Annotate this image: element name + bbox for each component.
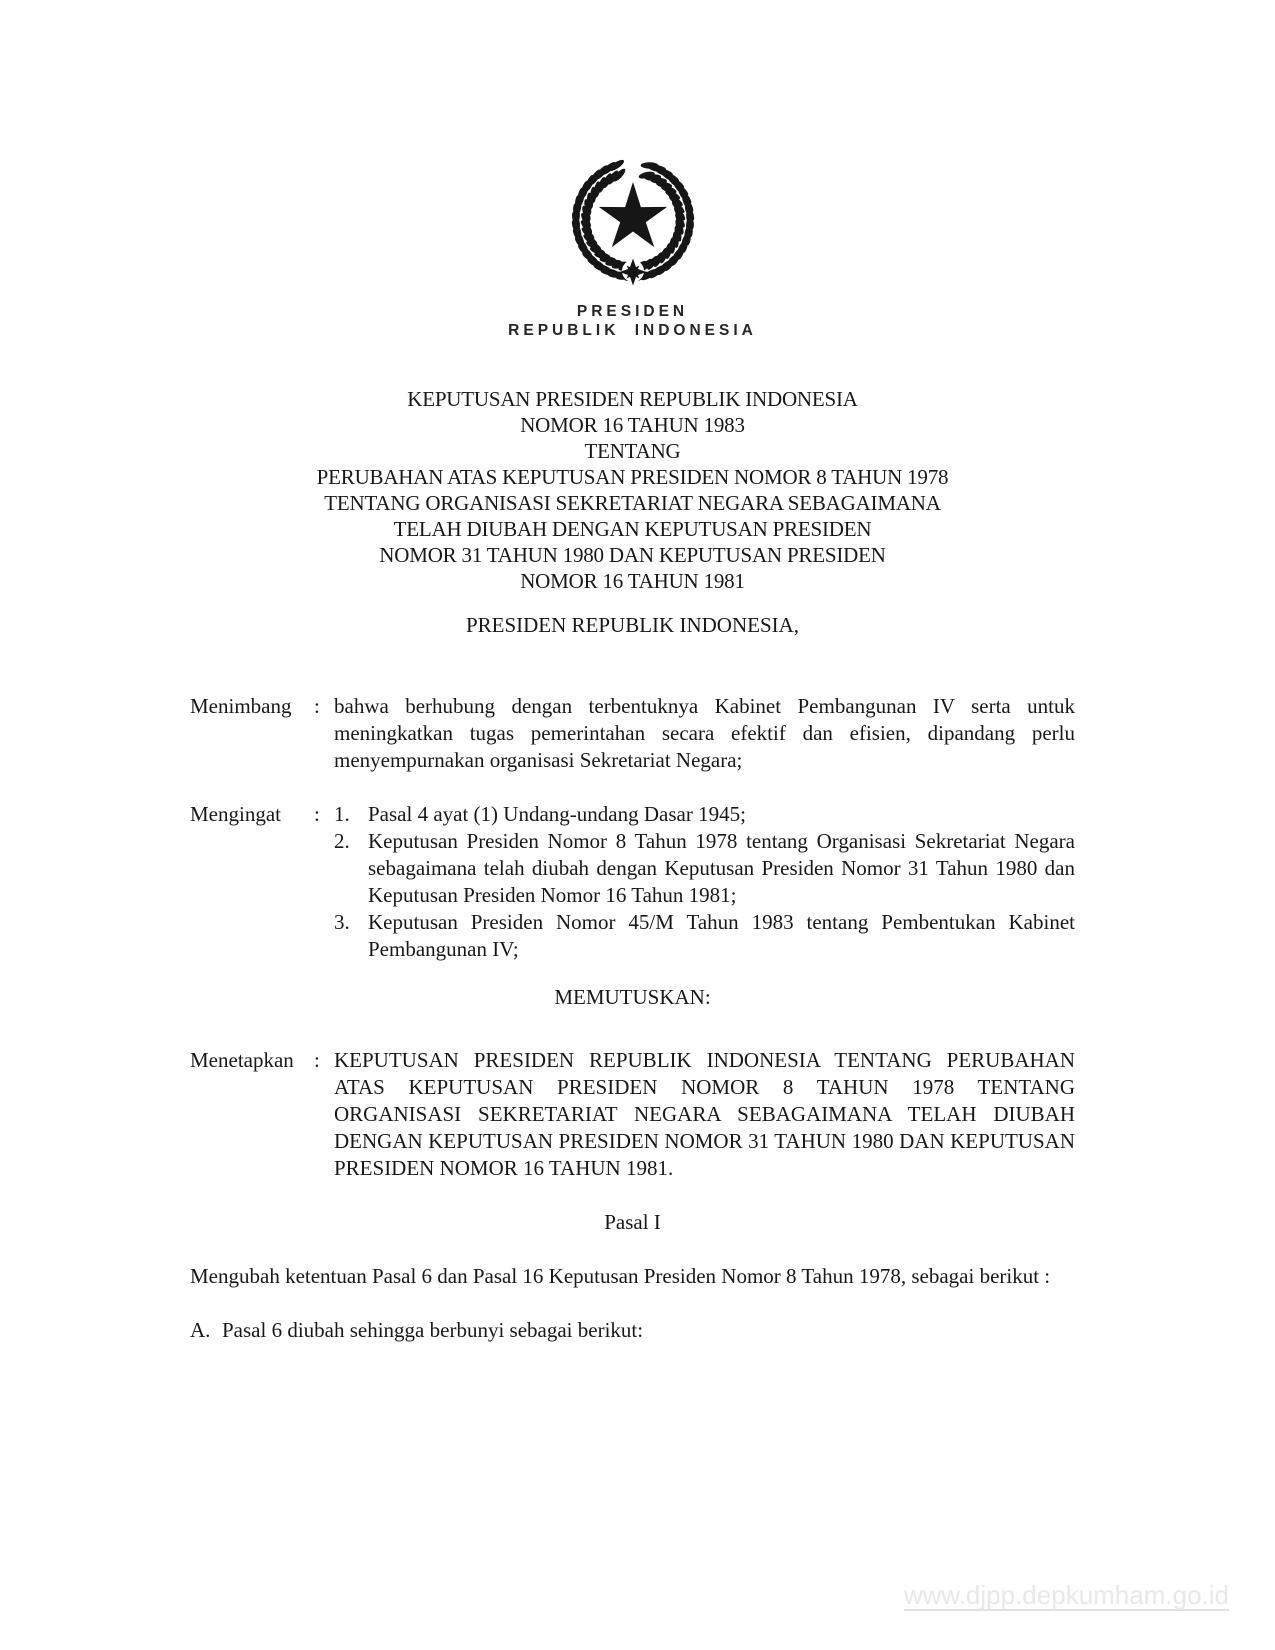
title-line: TENTANG ORGANISASI SEKRETARIAT NEGARA SEBAGAIMANA <box>324 491 941 515</box>
item-text: Keputusan Presiden Nomor 8 Tahun 1978 tentang Organisasi Sekretariat Negara sebagaimana telah diubah dengan Keputusan Presiden Nomor 31 Tahun 1980 dan Keputusan Presiden Nomor 16 Tahun 1981; <box>368 829 1075 907</box>
menimbang-text: bahwa berhubung dengan terbentuknya Kabinet Pembangunan IV serta untuk meningkatkan tugas pemerintahan secara efektif dan efisien, dipandang perlu menyempurnakan organisasi Sekretariat Negara; <box>334 694 1075 772</box>
item-number: 3. <box>334 910 350 934</box>
watermark: www.djpp.depkumham.go.id <box>903 1580 1229 1610</box>
item-text: Pasal 4 ayat (1) Undang-undang Dasar 1945; <box>368 802 746 826</box>
clause-menimbang <box>190 693 1075 774</box>
intro-paragraph: Mengubah ketentuan Pasal 6 dan Pasal 16 Keputusan Presiden Nomor 8 Tahun 1978, sebagai berikut : <box>190 1264 1051 1288</box>
letterhead-label <box>190 302 1075 340</box>
item-number: 1. <box>334 802 350 826</box>
list-item <box>334 909 1075 963</box>
menetapkan-text: KEPUTUSAN PRESIDEN REPUBLIK INDONESIA TENTANG PERUBAHAN ATAS KEPUTUSAN PRESIDEN NOMOR 8 TAHUN 1978 TENTANG ORGANISASI SEKRETARIAT NEGARA SEBAGAIMANA TELAH DIUBAH DENGAN KEPUTUSAN PRESIDEN NOMOR 31 TAHUN 1980 DAN KEPUTUSAN PRESIDEN NOMOR 16 TAHUN 1981. <box>334 1048 1075 1180</box>
item-text: Keputusan Presiden Nomor 45/M Tahun 1983 tentang Pembentukan Kabinet Pembangunan IV; <box>368 910 1075 961</box>
letterhead-republik-label: REPUBLIK INDONESIA <box>508 322 757 339</box>
item-number: 2. <box>334 829 350 853</box>
title-line: KEPUTUSAN PRESIDEN REPUBLIK INDONESIA <box>407 387 858 411</box>
memutuskan-heading: MEMUTUSKAN: <box>554 985 711 1009</box>
salutation: PRESIDEN REPUBLIK INDONESIA, <box>465 613 800 637</box>
title-line: TENTANG <box>584 439 681 463</box>
star-wreath-emblem-icon <box>558 148 708 290</box>
mengingat-list <box>334 801 1075 963</box>
mengingat-colon: : <box>314 802 320 826</box>
mengingat-label: Mengingat <box>190 802 281 826</box>
list-item <box>334 828 1075 909</box>
title-line: NOMOR 16 TAHUN 1983 <box>520 413 745 437</box>
letterhead <box>190 148 1075 340</box>
item-text: Pasal 6 diubah sehingga berbunyi sebagai berikut: <box>222 1318 644 1342</box>
list-item <box>334 801 1075 828</box>
menetapkan-colon: : <box>314 1048 320 1072</box>
clause-menetapkan <box>190 1047 1075 1182</box>
title-line: NOMOR 31 TAHUN 1980 DAN KEPUTUSAN PRESIDEN <box>379 543 886 567</box>
pasal-i-heading: Pasal I <box>604 1210 661 1234</box>
clause-mengingat <box>190 801 1075 963</box>
title-line: NOMOR 16 TAHUN 1981 <box>520 569 745 593</box>
lettered-item-a <box>190 1317 1075 1344</box>
menimbang-colon: : <box>314 694 320 718</box>
document-title <box>190 386 1075 594</box>
letterhead-presiden-label: PRESIDEN <box>576 303 689 320</box>
item-letter: A. <box>190 1318 211 1342</box>
menimbang-label: Menimbang <box>190 694 292 718</box>
title-line: PERUBAHAN ATAS KEPUTUSAN PRESIDEN NOMOR 8 TAHUN 1978 <box>316 465 949 489</box>
title-line: TELAH DIUBAH DENGAN KEPUTUSAN PRESIDEN <box>393 517 872 541</box>
menetapkan-label: Menetapkan <box>190 1048 294 1072</box>
